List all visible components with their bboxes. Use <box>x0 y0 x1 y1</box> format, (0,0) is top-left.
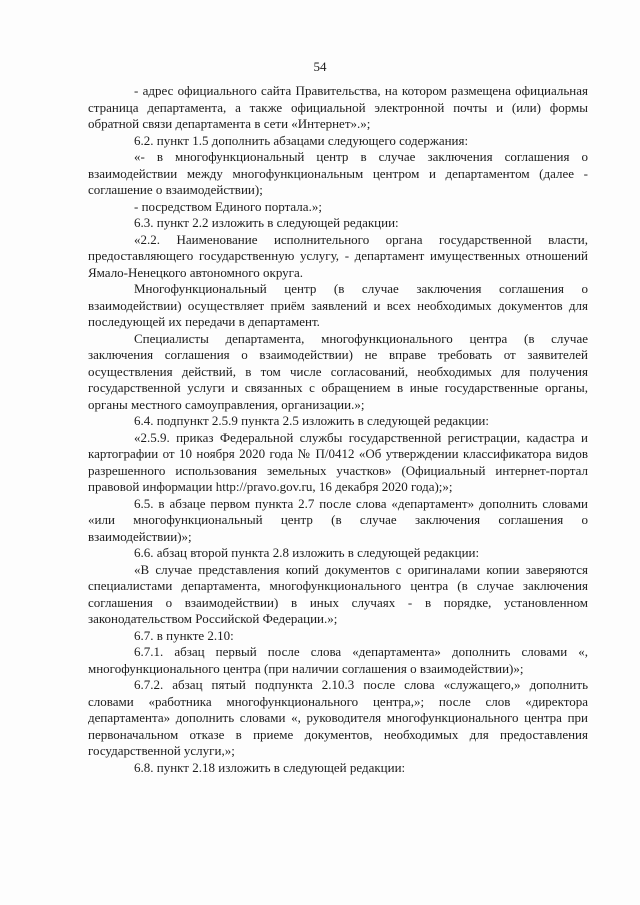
paragraph-2-5-9: «2.5.9. приказ Федеральной службы государственной регистрации, кадастра и картографии от 10 ноября 2020 года № П/0412 «Об утверждении классификатора видов разрешенного использования земельных участков» (Официальный интернет-портал правовой информации http://pravo.gov.ru, 16 декабря 2020 года);»; <box>88 429 588 494</box>
paragraph-mfc-agreement: «- в многофункциональный центр в случае заключения соглашения о взаимодействии между многофункциональным центром и департаментом (далее - соглашение о взаимодействии); <box>88 149 588 197</box>
paragraph-6-2: 6.2. пункт 1.5 дополнить абзацами следующего содержания: <box>134 132 469 148</box>
paragraph-mfc-receives: Многофункциональный центр (в случае заключения соглашения о взаимодействии) осуществляет приём заявлений и всех необходимых документов для последующей их передачи в департамент. <box>88 281 588 329</box>
paragraph-6-4: 6.4. подпункт 2.5.9 пункта 2.5 изложить в следующей редакции: <box>134 413 489 428</box>
paragraph-6-7-2: 6.7.2. абзац пятый подпункта 2.10.3 после слова «служащего,» дополнить словами «работника многофункционального центра,»; после слов «директора департамента» дополнить словами «, руководителя многофункционального центра при первоначальном отказе в приеме документов, необходимых для предоставления государственной услуги,»; <box>88 677 588 758</box>
paragraph-specialists: Специалисты департамента, многофункционального центра (в случае заключения соглашения о взаимодействии) не вправе требовать от заявителей осуществления действий, в том числе согласований, необходимых для получения государственной услуги и связанных с обращением в иные государственные органы, органы местного самоуправления, организации.»; <box>88 330 588 412</box>
paragraph-6-6: 6.6. абзац второй пункта 2.8 изложить в следующей редакции: <box>134 545 480 560</box>
paragraph-6-7: 6.7. в пункте 2.10: <box>134 627 234 643</box>
paragraph-6-5: 6.5. в абзаце первом пункта 2.7 после слова «департамент» дополнить словами «или многофункциональный центр (в случае заключения соглашения о взаимодействии)»; <box>88 495 588 544</box>
paragraph-6-3: 6.3. пункт 2.2 изложить в следующей редакции: <box>134 215 399 230</box>
paragraph-copies: «В случае представления копий документов с оригиналами копии заверяются специалистами департамента, многофункционального центра (в случае заключения соглашения о взаимодействии) в иных случаях - в порядке, установленном законодательством Российской Федерации.»; <box>88 561 588 626</box>
document-body <box>88 83 588 776</box>
paragraph-6-7-1: 6.7.1. абзац первый после слова «департамента» дополнить словами «, многофункционального центра (при наличии соглашения о взаимодействии)»; <box>88 644 588 676</box>
paragraph-2-2: «2.2. Наименование исполнительного органа государственной власти, предоставляющего государственную услугу, - департамент имущественных отношений Ямало-Ненецкого автономного округа. <box>88 231 588 280</box>
paragraph-6-8: 6.8. пункт 2.18 изложить в следующей редакции: <box>134 759 406 775</box>
page-number: 54 <box>313 59 327 74</box>
paragraph-website-address: - адрес официального сайта Правительства, на котором размещена официальная страница департамента, а также официальной электронной почты и (или) формы обратной связи департамента в сети «Интернет».»; <box>88 83 588 131</box>
paragraph-unified-portal: - посредством Единого портала.»; <box>134 198 322 214</box>
